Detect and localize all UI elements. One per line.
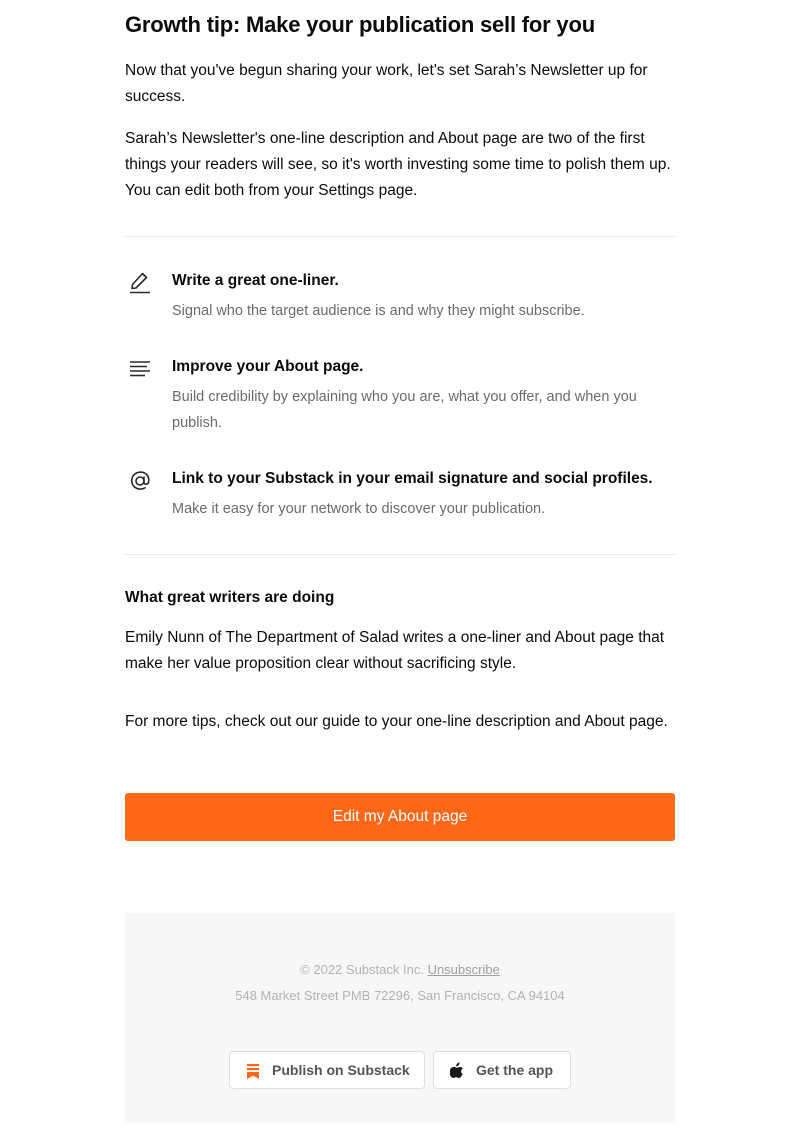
footer-copyright-line [125, 961, 675, 979]
divider [125, 554, 675, 555]
copyright-text: © 2022 Substack Inc. [300, 962, 424, 977]
tip-heading: Link to your Substack in your email signature and social profiles. [172, 470, 653, 487]
at-sign-icon [128, 468, 152, 492]
get-the-app-button[interactable] [433, 1051, 571, 1089]
publish-on-substack-button[interactable] [229, 1051, 425, 1089]
substack-logo-icon [246, 1063, 260, 1079]
tip-heading: Improve your About page. [172, 358, 364, 375]
text-lines-icon [128, 356, 152, 380]
email-footer [125, 913, 675, 1123]
app-button-label: Get the app [476, 1062, 554, 1078]
divider [125, 236, 675, 237]
edit-about-page-button[interactable]: Edit my About page [125, 793, 675, 841]
tip-heading: Write a great one-liner. [172, 272, 339, 289]
footer-address: 548 Market Street PMB 72296, San Francisco, CA 94104 [235, 988, 565, 1003]
email-title: Growth tip: Make your publication sell for you [125, 12, 595, 37]
examples-heading: What great writers are doing [125, 589, 335, 606]
tip-description: Make it easy for your network to discover your publication. [172, 501, 546, 517]
pencil-icon [128, 270, 152, 294]
tip-description: Signal who the target audience is and why they might subscribe. [172, 303, 585, 319]
publish-button-label: Publish on Substack [272, 1062, 410, 1078]
examples-body: Emily Nunn of The Department of Salad writes a one-liner and About page that make her value proposition clear without sacrificing style. [125, 629, 665, 672]
more-tips-paragraph: For more tips, check out our guide to your one-line description and About page. [125, 713, 668, 730]
apple-logo-icon [450, 1062, 464, 1078]
intro-paragraph-1: Now that you've begun sharing your work, let's set Sarah’s Newsletter up for success. [125, 62, 648, 105]
tip-description: Build credibility by explaining who you are, what you offer, and when you publish. [172, 389, 637, 431]
unsubscribe-link[interactable]: Unsubscribe [427, 962, 500, 977]
intro-paragraph-2: Sarah’s Newsletter's one-line description and About page are two of the first things your readers will see, so it's worth investing some time to polish them up. You can edit both from your Settings page. [125, 130, 671, 199]
